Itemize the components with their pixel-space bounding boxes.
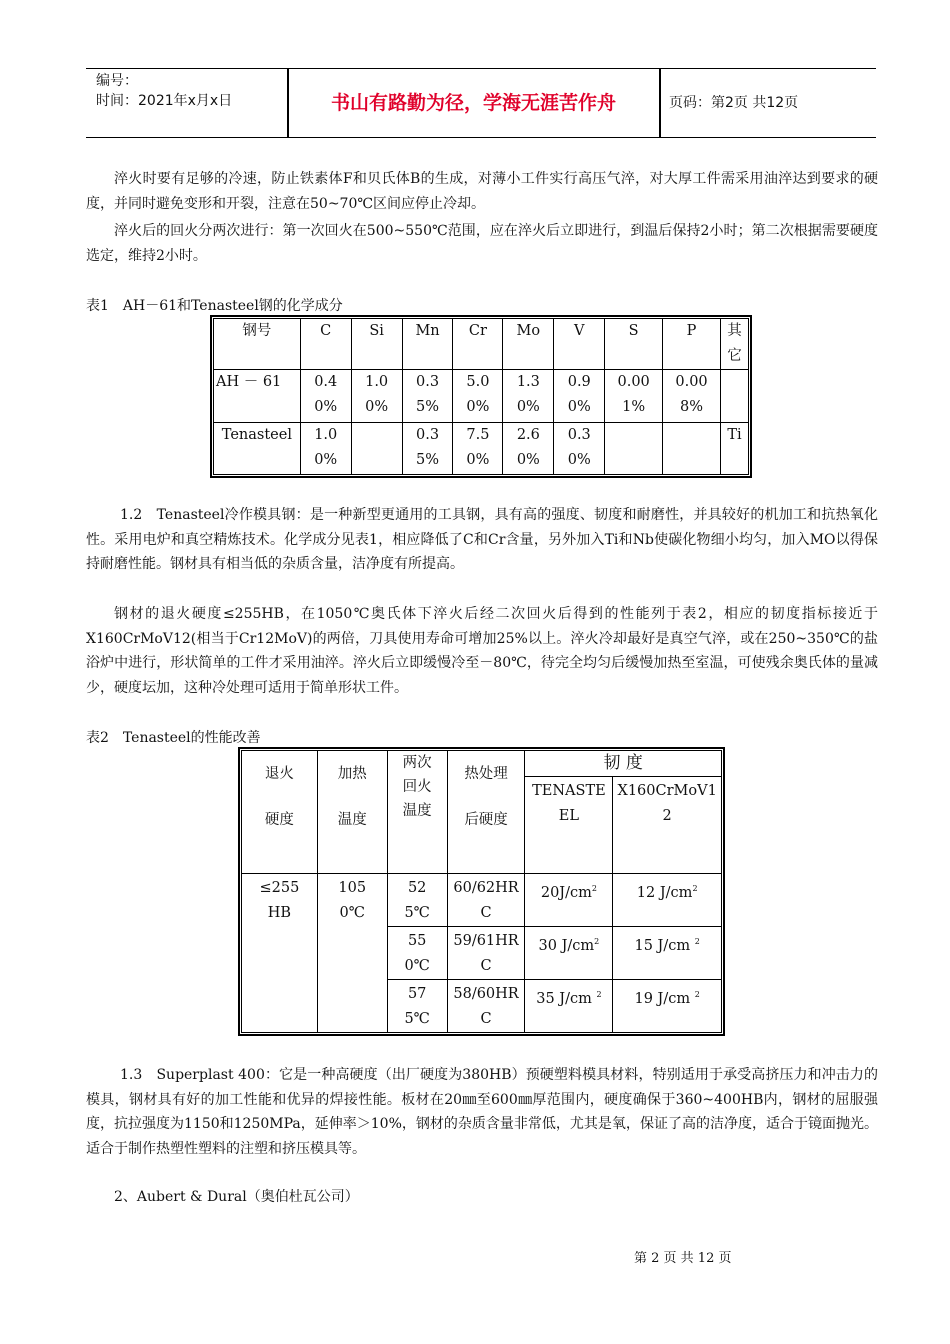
table1-header-cell: Mo [503, 319, 554, 370]
table1-chemical-composition [213, 318, 749, 475]
table1-cell [351, 423, 402, 475]
table2-unit-exponent: 2 [694, 937, 700, 946]
table2-cell: 575℃ [387, 980, 447, 1033]
header-motto: 书山有路勤为径，学海无涯苦作舟 [330, 92, 616, 114]
table-row [242, 874, 722, 927]
table2-cell-heat: 1050℃ [317, 874, 387, 1033]
table2-cell: 59/61HRC [447, 927, 525, 980]
paragraph-aubert-dural: 2、Aubert & Dural（奥伯杜瓦公司） [114, 1189, 359, 1205]
table1-header-cell: Cr [453, 319, 503, 370]
table1-header-cell: Si [351, 319, 402, 370]
table1-cell [605, 423, 663, 475]
page-footer: 第 2 页 共 12 页 [634, 1251, 732, 1266]
header-number: 编号： [96, 73, 138, 89]
paragraph-quench: 淬火时要有足够的冷速，防止铁素体F和贝氏体B的生成，对薄小工件实行高压气淬，对大厚工件需采用油淬达到要求的硬度，并同时避免变形和开裂，注意在50~70℃区间应停止冷却。 [86, 171, 878, 212]
table2-value: 35 J/cm [536, 991, 592, 1007]
paragraph-superplast: 1.3 Superplast 400：它是一种高硬度（出厂硬度为380HB）预硬塑料模具材料，特别适用于承受高挤压力和冲击力的模具，钢材具有好的加工性能和优异的焊接性能。板材在20㎜至600㎜厚范围内，硬度确保于360~400HB内，钢材的屈服强度，抗拉强度为1150和1250MPa，延伸率＞10%，钢材的杂质含量非常低，尤其是氧，保证了高的洁净度，适合于镜面抛光。适合于制作热塑性塑料的注塑和挤压模具等。 [86, 1067, 878, 1157]
table2-unit-exponent: 2 [692, 884, 698, 893]
table2-value: 30 J/cm [538, 938, 595, 954]
table2-caption: 表2 Tenasteel的性能改善 [86, 730, 261, 746]
table2-value: 20J/cm [540, 885, 592, 901]
table1-header-cell: Mn [402, 319, 453, 370]
table1-cell: Ti [720, 423, 748, 475]
table2-cell: 525℃ [387, 874, 447, 927]
table1-cell: 1.30% [503, 370, 554, 423]
table1-cell: 1.00% [351, 370, 402, 423]
table2-header-heat: 加热温度 [337, 766, 367, 828]
table2-header-x160: X160CrMoV12 [613, 777, 722, 874]
table2-unit-exponent: 2 [591, 884, 597, 893]
table1-header-cell: P [663, 319, 721, 370]
table1-cell: 0.35% [402, 370, 453, 423]
table1-cell: 7.50% [453, 423, 503, 475]
table1-caption: 表1 AH－61和Tenasteel钢的化学成分 [86, 298, 343, 314]
table2-cell [613, 980, 722, 1033]
table2-cell: 58/60HRC [447, 980, 525, 1033]
table2-properties [241, 750, 722, 1033]
table2-header-temper: 两次回火温度 [402, 755, 432, 819]
table1-cell: 0.40% [300, 370, 351, 423]
table1-cell: 0.001% [605, 370, 663, 423]
table2-value: 19 J/cm [634, 991, 691, 1007]
table1-header-cell: C [300, 319, 351, 370]
table1-cell [663, 423, 721, 475]
table2-header-cell [317, 751, 387, 874]
table1-cell: 0.90% [554, 370, 605, 423]
table2-header-cell [387, 751, 447, 874]
table1-header-cell: V [554, 319, 605, 370]
header-meta [96, 71, 232, 111]
table2-header-row [242, 751, 722, 777]
header-time: 时间：2021年x月x日 [96, 93, 233, 109]
paragraph-temper: 淬火后的回火分两次进行：第一次回火在500~550℃范围，应在淬火后立即进行，到温后保持2小时；第二次根据需要硬度选定，维持2小时。 [86, 223, 878, 264]
table2-header-cell [242, 751, 318, 874]
table1-header-cell: S [605, 319, 663, 370]
table2-header-toughness: 韧 度 [525, 751, 722, 777]
table2-value: 15 J/cm [634, 938, 691, 954]
table2-cell [525, 874, 613, 927]
table-row [214, 370, 749, 423]
paragraph-anneal: 钢材的退火硬度≤255HB，在1050℃奥氏体下淬火后经二次回火后得到的性能列于表2，相应的韧度指标接近于X160CrMoV12(相当于Cr12MoV)的两倍，刀具使用寿命可增加25%以上。淬火冷却最好是真空气淬，或在250~350℃的盐浴炉中进行，形状简单的工件才采用油淬。淬火后立即缓慢冷至－80℃，待完全均匀后缓慢加热至室温，可使残余奥氏体的量减少，硬度坛加，这种冷处理可适用于简单形状工件。 [86, 606, 878, 696]
table1-cell: 1.00% [300, 423, 351, 475]
table2-cell [613, 874, 722, 927]
table2-cell [525, 927, 613, 980]
table2-header-tenasteel: TENASTEEL [525, 777, 613, 874]
table1-cell [720, 370, 748, 423]
table1-cell: 0.008% [663, 370, 721, 423]
header-divider [659, 69, 661, 137]
table1-cell: 0.30% [554, 423, 605, 475]
header-page-number: 页码：第2页 共12页 [669, 95, 799, 111]
table2-cell [525, 980, 613, 1033]
table2-cell [613, 927, 722, 980]
table1-header-cell: 钢号 [214, 319, 301, 370]
table-row [214, 423, 749, 475]
table1-header-row [214, 319, 749, 370]
table2-cell-anneal: ≤255HB [242, 874, 318, 1033]
table2-unit-exponent: 2 [694, 990, 700, 999]
table2-value: 12 J/cm [636, 885, 693, 901]
table1-header-cell: 其它 [720, 319, 748, 370]
paragraph-tenasteel: 1.2 Tenasteel冷作模具钢：是一种新型更通用的工具钢，具有高的强度、韧度和耐磨性，并具较好的机加工和抗热氧化性。采用电炉和真空精炼技术。化学成分见表1，相应降低了C和Cr含量，另外加入Ti和Nb使碳化物细小均匀，加入MO以得保持耐磨性能。钢材具有相当低的杂质含量，洁净度有所提高。 [86, 507, 878, 572]
table1-cell: 2.60% [503, 423, 554, 475]
table2-cell: 550℃ [387, 927, 447, 980]
table2-cell: 60/62HRC [447, 874, 525, 927]
table2-header-cell [447, 751, 525, 874]
table2-header-anneal: 退火硬度 [264, 766, 294, 828]
table2-unit-exponent: 2 [594, 937, 600, 946]
table2-unit-exponent: 2 [596, 990, 602, 999]
table1-cell: AH － 61 [214, 370, 301, 423]
table1-cell: 5.00% [453, 370, 503, 423]
table1-cell: Tenasteel [214, 423, 301, 475]
table2-header-hardness: 热处理后硬度 [464, 766, 508, 828]
page-header [86, 68, 876, 138]
table1-cell: 0.35% [402, 423, 453, 475]
